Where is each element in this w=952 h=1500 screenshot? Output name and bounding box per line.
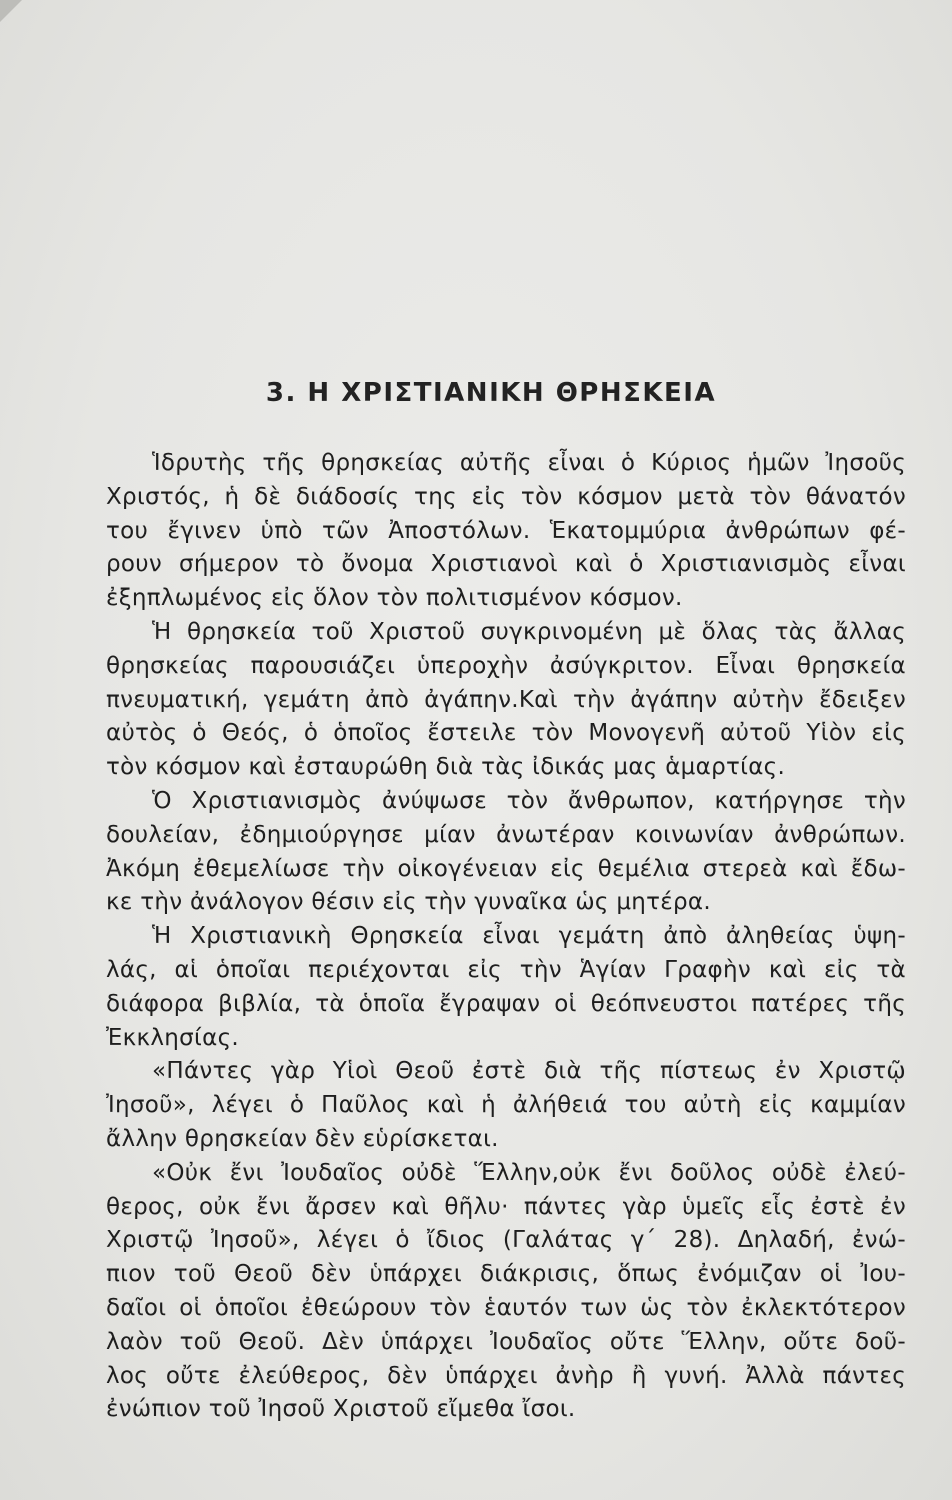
text-line: Ἱδρυτὴς τῆς θρησκείας αὐτῆς εἶναι ὁ Κύριος ἡμῶν Ἰησοῦς	[152, 450, 906, 476]
text-line: θρησκείας παρουσιάζει ὑπεροχὴν ἀσύγκριτον. Εἶναι θρησκεία	[106, 652, 906, 679]
text-line: δαῖοι οἱ ὁποῖοι ἐθεώρουν τὸν ἑαυτόν των ὡς τὸν ἐκλεκτότερον	[106, 1294, 906, 1321]
text-line: αὐτὸς ὁ Θεός, ὁ ὁποῖος ἔστειλε τὸν Μονογενῆ αὐτοῦ Υἱὸν εἰς	[106, 720, 906, 747]
text-line: Ἐκκλησίας.	[106, 1024, 239, 1051]
text-line: Χριστός, ἡ δὲ διάδοσίς της εἰς τὸν κόσμον μετὰ τὸν θάνατόν	[106, 483, 906, 510]
text-line: ἐνώπιον τοῦ Ἰησοῦ Χριστοῦ εἴμεθα ἴσοι.	[106, 1396, 576, 1423]
text-line: λαὸν τοῦ Θεοῦ. Δὲν ὑπάρχει Ἰουδαῖος οὔτε Ἕλλην, οὔτε δοῦ-	[106, 1328, 906, 1355]
text-line: Ἡ θρησκεία τοῦ Χριστοῦ συγκρινομένη μὲ ὅλας τὰς ἄλλας	[152, 618, 906, 645]
text-line: δουλείαν, ἐδημιούργησε μίαν ἀνωτέραν κοινωνίαν ἀνθρώπων.	[106, 821, 906, 848]
body-text	[106, 447, 906, 1427]
folded-corner	[0, 0, 22, 22]
text-line: πνευματική, γεμάτη ἀπὸ ἀγάπην.Καὶ τὴν ἀγάπην αὐτὴν ἔδειξεν	[106, 686, 906, 713]
text-line: Ἡ Χριστιανικὴ Θρησκεία εἶναι γεμάτη ἀπὸ ἀληθείας ὑψη-	[152, 923, 906, 950]
text-line: λάς, αἱ ὁποῖαι περιέχονται εἰς τὴν Ἁγίαν Γραφὴν καὶ εἰς τὰ	[106, 956, 906, 983]
text-line: Ἰησοῦ», λέγει ὁ Παῦλος καὶ ἡ ἀλήθειά του αὐτὴ εἰς καμμίαν	[106, 1092, 906, 1119]
text-line: ἄλλην θρησκείαν δὲν εὑρίσκεται.	[106, 1125, 499, 1152]
text-line: διάφορα βιβλία, τὰ ὁποῖα ἔγραψαν οἱ θεόπνευστοι πατέρες τῆς	[106, 990, 906, 1017]
text-line: τὸν κόσμον καὶ ἐσταυρώθη διὰ τὰς ἰδικάς μας ἁμαρτίας.	[106, 754, 786, 781]
text-line: «Οὐκ ἔνι Ἰουδαῖος οὐδὲ Ἕλλην,οὐκ ἔνι δοῦλος οὐδὲ ἐλεύ-	[152, 1159, 906, 1186]
text-line: Ἀκόμη ἐθεμελίωσε τὴν οἰκογένειαν εἰς θεμέλια στερεὰ καὶ ἔδω-	[106, 855, 906, 882]
text-line: Ὁ Χριστιανισμὸς ἀνύψωσε τὸν ἄνθρωπον, κατήργησε τὴν	[152, 787, 906, 814]
text-line: κε τὴν ἀνάλογον θέσιν εἰς τὴν γυναῖκα ὡς μητέρα.	[106, 889, 711, 916]
text-line: θερος, οὐκ ἔνι ἄρσεν καὶ θῆλυ· πάντες γὰρ ὑμεῖς εἷς ἐστὲ ἐν	[106, 1193, 906, 1220]
text-line: Χριστῷ Ἰησοῦ», λέγει ὁ ἴδιος (Γαλάτας γ΄ 28). Δηλαδή, ἐνώ-	[106, 1227, 906, 1254]
text-line: του ἔγινεν ὑπὸ τῶν Ἀποστόλων. Ἑκατομμύρια ἀνθρώπων φέ-	[106, 517, 906, 544]
text-line: «Πάντες γὰρ Υἱοὶ Θεοῦ ἐστὲ διὰ τῆς πίστεως ἐν Χριστῷ	[152, 1058, 906, 1085]
text-line: ρουν σήμερον τὸ ὄνομα Χριστιανοὶ καὶ ὁ Χριστιανισμὸς εἶναι	[106, 551, 906, 578]
text-line: λος οὔτε ἐλεύθερος, δὲν ὑπάρχει ἀνὴρ ἢ γυνή. Ἀλλὰ πάντες	[106, 1362, 906, 1389]
section-heading: 3. Η ΧΡΙΣΤΙΑΝΙΚΗ ΘΡΗΣΚΕΙΑ	[265, 378, 717, 408]
text-line: ἐξηπλωμένος εἰς ὅλον τὸν πολιτισμένον κόσμον.	[106, 585, 683, 612]
text-line: πιον τοῦ Θεοῦ δὲν ὑπάρχει διάκρισις, ὅπως ἐνόμιζαν οἱ Ἰου-	[106, 1261, 906, 1288]
